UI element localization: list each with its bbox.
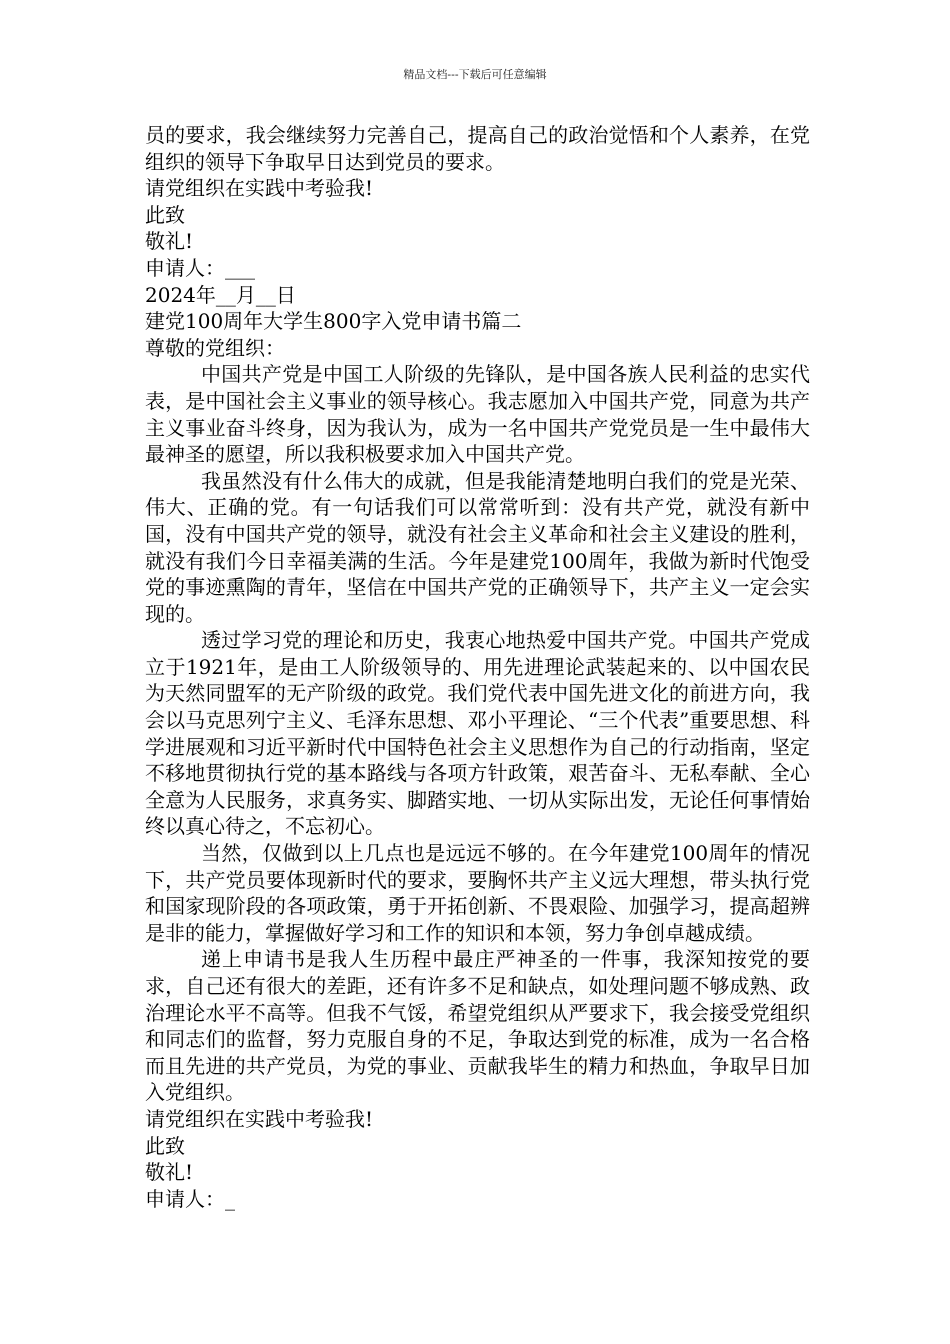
paragraph: 申请人：___ <box>145 255 255 280</box>
paragraph: 敬礼! <box>145 229 194 254</box>
paragraph: 请党组织在实践中考验我! <box>145 1106 374 1131</box>
paragraph: 我虽然没有什么伟大的成就，但是我能清楚地明白我们的党是光荣、伟大、正确的党。有一句话我们可以常常听到：没有共产党，就没有新中国，没有中国共产党的领导，就没有社会主义革命和社会主义建设的胜利，就没有我们今日幸福美满的生活。今年是建党100周年，我做为新时代饱受党的事迹熏陶的青年，坚信在中国共产党的正确领导下，共产主义一定会实现的。 <box>145 468 810 626</box>
paragraph: 此致 <box>145 202 185 227</box>
paragraph: 当然，仅做到以上几点也是远远不够的。在今年建党100周年的情况下，共产党员要体现新时代的要求，要胸怀共产主义远大理想，带头执行党和国家现阶段的各项政策，勇于开拓创新、不畏艰险、加强学习，提高超辨是非的能力，掌握做好学习和工作的知识和本领，努力争创卓越成绩。 <box>145 841 810 945</box>
paragraph: 递上申请书是我人生历程中最庄严神圣的一件事，我深知按党的要求，自己还有很大的差距，还有许多不足和缺点，如处理问题不够成熟、政治理论水平不高等。但我不气馁，希望党组织从严要求下，我会接受党组织和同志们的监督，努力克服自身的不足，争取达到党的标准，成为一名合格而且先进的共产党员，为党的事业、贡献我毕生的精力和热血，争取早日加入党组织。 <box>145 947 810 1105</box>
paragraph: 中国共产党是中国工人阶级的先锋队，是中国各族人民利益的忠实代表，是中国社会主义事业的领导核心。我志愿加入中国共产党，同意为共产主义事业奋斗终身，因为我认为，成为一名中国共产党党员是一生中最伟大最神圣的愿望，所以我积极要求加入中国共产党。 <box>145 362 810 467</box>
paragraph: 员的要求，我会继续努力完善自己，提高自己的政治觉悟和个人素养，在党组织的领导下争取早日达到党员的要求。 <box>145 123 810 174</box>
paragraph: 请党组织在实践中考验我! <box>145 176 374 201</box>
paragraph: 2024年__月__日 <box>145 282 296 307</box>
paragraph: 此致 <box>145 1133 185 1158</box>
paragraph: 尊敬的党组织： <box>145 335 285 360</box>
paragraph: 建党100周年大学生800字入党申请书篇二 <box>145 309 522 334</box>
paragraph: 敬礼! <box>145 1160 194 1185</box>
paragraph: 申请人：_ <box>145 1186 235 1211</box>
paragraph: 透过学习党的理论和历史，我衷心地热爱中国共产党。中国共产党成立于1921年，是由工人阶级领导的、用先进理论武装起来的、以中国农民为天然同盟军的无产阶级的政党。我们党代表中国先进文化的前进方向，我会以马克思列宁主义、毛泽东思想、邓小平理论、“三个代表”重要思想、科学进展观和习近平新时代中国特色社会主义思想作为自己的行动指南，坚定不移地贯彻执行党的基本路线与各项方针政策，艰苦奋斗、无私奉献、全心全意为人民服务，求真务实、脚踏实地、一切从实际出发，无论任何事情始终以真心待之，不忘初心。 <box>145 628 810 839</box>
page-header: 精品文档---下载后可任意编辑 <box>403 68 547 81</box>
document-body <box>145 122 810 1212</box>
